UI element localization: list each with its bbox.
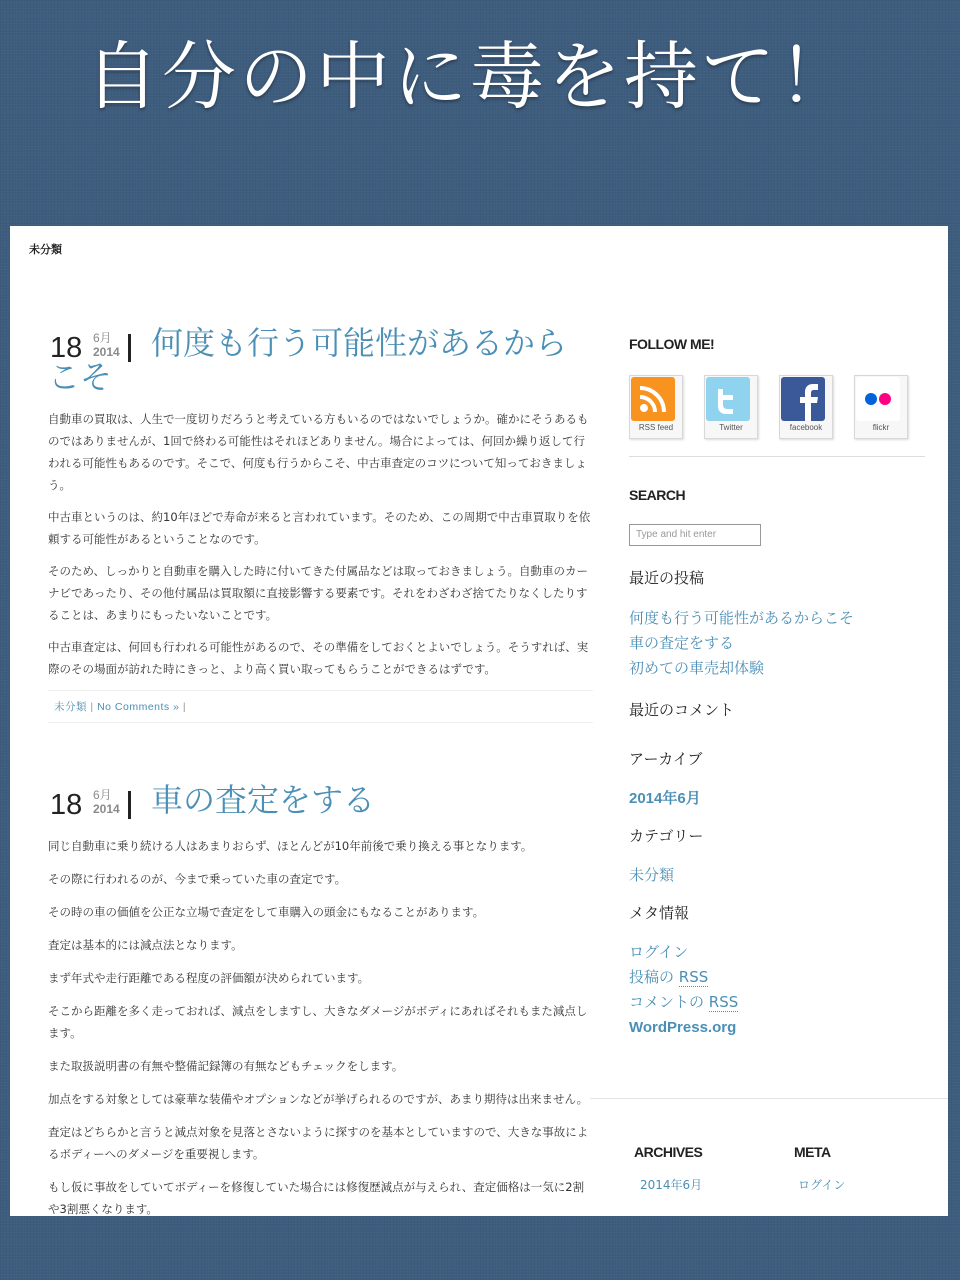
post bbox=[48, 326, 593, 723]
post-paragraph: 中古車というのは、約10年ほどで寿命が来ると言われています。そのため、この周期で中古車買取りを依頼する可能性があるということなのです。 bbox=[48, 510, 591, 546]
footer-archives-title: ARCHIVES bbox=[634, 1144, 703, 1160]
post-date-day: 18 bbox=[50, 789, 83, 821]
footer-divider bbox=[590, 1098, 948, 1099]
post-meta bbox=[48, 690, 593, 723]
site-title[interactable]: 自分の中に毒を持て！ bbox=[85, 34, 855, 120]
search-input[interactable]: Type and hit enter bbox=[629, 524, 761, 546]
flickr-label: flickr bbox=[872, 423, 890, 432]
comments-link[interactable]: No Comments » bbox=[97, 701, 180, 713]
rss-abbr: RSS bbox=[708, 993, 739, 1011]
archive-title: アーカイブ bbox=[629, 750, 703, 768]
post-paragraph: そこから距離を多く走っておれば、減点をしますし、大きなダメージがボディにあればそれもまた減点します。 bbox=[48, 1004, 588, 1040]
archive-link[interactable]: 2014年6月 bbox=[629, 790, 701, 807]
date-divider bbox=[128, 334, 131, 362]
twitter-label: Twitter bbox=[719, 423, 743, 432]
post-paragraph: 査定はどちらかと言うと減点対象を見落とさないように探すのを基本としていますので、大きな事故によるボディーへのダメージを重要視します。 bbox=[48, 1125, 589, 1161]
post-header bbox=[48, 326, 593, 394]
posts-rss-link[interactable] bbox=[629, 965, 929, 990]
post-date-day: 18 bbox=[50, 332, 83, 364]
post-date-year: 2014 bbox=[93, 802, 120, 816]
rss-abbr: RSS bbox=[678, 968, 709, 986]
social-icons bbox=[629, 375, 929, 439]
post bbox=[48, 783, 593, 1220]
search-title: SEARCH bbox=[629, 487, 686, 503]
main-content bbox=[48, 326, 593, 1280]
post-body bbox=[48, 835, 593, 1220]
twitter-icon[interactable] bbox=[704, 375, 758, 439]
category-title: カテゴリー bbox=[629, 827, 704, 845]
footer-meta bbox=[794, 1144, 845, 1193]
recent-comments-title: 最近のコメント bbox=[629, 701, 735, 719]
post-paragraph: 査定は基本的には減点法となります。 bbox=[48, 938, 243, 952]
post-category-link[interactable]: 未分類 bbox=[54, 701, 87, 713]
rss-label: RSS feed bbox=[638, 423, 674, 432]
comments-rss-prefix: コメントの bbox=[629, 993, 709, 1011]
flickr-icon-graphic bbox=[856, 377, 900, 421]
post-paragraph: 加点をする対象としては豪華な装備やオプションなどが挙げられるのですが、あまり期待は出来ません。 bbox=[48, 1092, 589, 1106]
wordpress-link[interactable]: WordPress.org bbox=[629, 1019, 737, 1036]
login-link[interactable]: ログイン bbox=[629, 943, 689, 961]
meta-list bbox=[629, 940, 929, 1040]
post-paragraph: 中古車査定は、何回も行われる可能性があるので、その準備をしておくとよいでしょう。そうすれば、実際のその場面が訪れた時にきっと、より高く買い取ってもらうことができるはずです。 bbox=[48, 640, 589, 676]
post-header bbox=[48, 783, 593, 829]
facebook-label: facebook bbox=[789, 423, 823, 432]
follow-title: FOLLOW ME! bbox=[629, 336, 715, 352]
twitter-icon-graphic bbox=[706, 377, 750, 421]
rss-icon[interactable] bbox=[629, 375, 683, 439]
footer-archive-link[interactable]: 2014年6月 bbox=[640, 1178, 703, 1192]
post-paragraph: 自動車の買取は、人生で一度切りだろうと考えている方もいるのではないでしょうか。確かにそうあるものではありませんが、1回で終わる可能性はそれほどありません。場合によっては、何回か繰り返して行われる可能性もあるのです。そこで、何度も行うからこそ、中古車査定のコツについて知っておきましょう。 bbox=[48, 412, 589, 492]
archive-list bbox=[629, 786, 929, 811]
post-paragraph: まず年式や走行距離である程度の評価額が決められています。 bbox=[48, 971, 370, 985]
sidebar bbox=[629, 336, 929, 1040]
post-date-month: 6月 bbox=[93, 331, 112, 345]
posts-rss-prefix: 投稿の bbox=[629, 968, 679, 986]
footer-meta-title: META bbox=[794, 1144, 831, 1160]
post-paragraph: その際に行われるのが、今まで乗っていた車の査定です。 bbox=[48, 872, 347, 886]
comments-rss-link[interactable] bbox=[629, 990, 929, 1015]
post-body bbox=[48, 408, 593, 680]
post-paragraph: また取扱説明書の有無や整備記録簿の有無などもチェックをします。 bbox=[48, 1059, 404, 1073]
facebook-icon[interactable] bbox=[779, 375, 833, 439]
recent-post-link[interactable]: 車の査定をする bbox=[629, 634, 735, 652]
category-breadcrumb: 未分類 bbox=[29, 243, 62, 256]
recent-posts-list bbox=[629, 606, 929, 681]
meta-separator: | bbox=[87, 701, 98, 713]
page-container bbox=[10, 226, 948, 1216]
footer-archives bbox=[634, 1144, 702, 1193]
post-paragraph: 同じ自動車に乗り続ける人はあまりおらず、ほとんどが10年前後で乗り換える事となります。 bbox=[48, 839, 533, 853]
recent-post-link[interactable]: 何度も行う可能性があるからこそ bbox=[629, 609, 855, 627]
sidebar-divider bbox=[629, 456, 925, 457]
post-paragraph: その時の車の価値を公正な立場で査定をして車購入の頭金にもなることがあります。 bbox=[48, 905, 485, 919]
recent-post-link[interactable]: 初めての車売却体験 bbox=[629, 659, 765, 677]
post-paragraph: もし仮に事故をしていてボディーを修復していた場合には修復歴減点が与えられ、査定価格は一気に2割や3割悪くなります。 bbox=[48, 1180, 585, 1216]
flickr-icon[interactable] bbox=[854, 375, 908, 439]
category-list bbox=[629, 863, 929, 888]
facebook-icon-graphic bbox=[781, 377, 825, 421]
post-date-year: 2014 bbox=[93, 345, 120, 359]
post-title-link[interactable]: 何度も行う可能性があるからこそ bbox=[48, 324, 568, 396]
post-date-month: 6月 bbox=[93, 788, 112, 802]
rss-icon-graphic bbox=[631, 377, 675, 421]
post-paragraph: そのため、しっかりと自動車を購入した時に付いてきた付属品などは取っておきましょう。自動車のカーナビであったり、その他付属品は買取額に直接影響する要素です。それをわざわざ捨てたりなくしたりすることは、あまりにもったいないことです。 bbox=[48, 564, 589, 622]
date-divider bbox=[128, 791, 131, 819]
category-link[interactable]: 未分類 bbox=[629, 866, 675, 884]
meta-title: メタ情報 bbox=[629, 904, 690, 922]
recent-posts-title: 最近の投稿 bbox=[629, 569, 705, 587]
footer-login-link[interactable]: ログイン bbox=[798, 1178, 846, 1192]
meta-separator: | bbox=[179, 701, 187, 713]
post-title-link[interactable]: 車の査定をする bbox=[151, 781, 376, 819]
